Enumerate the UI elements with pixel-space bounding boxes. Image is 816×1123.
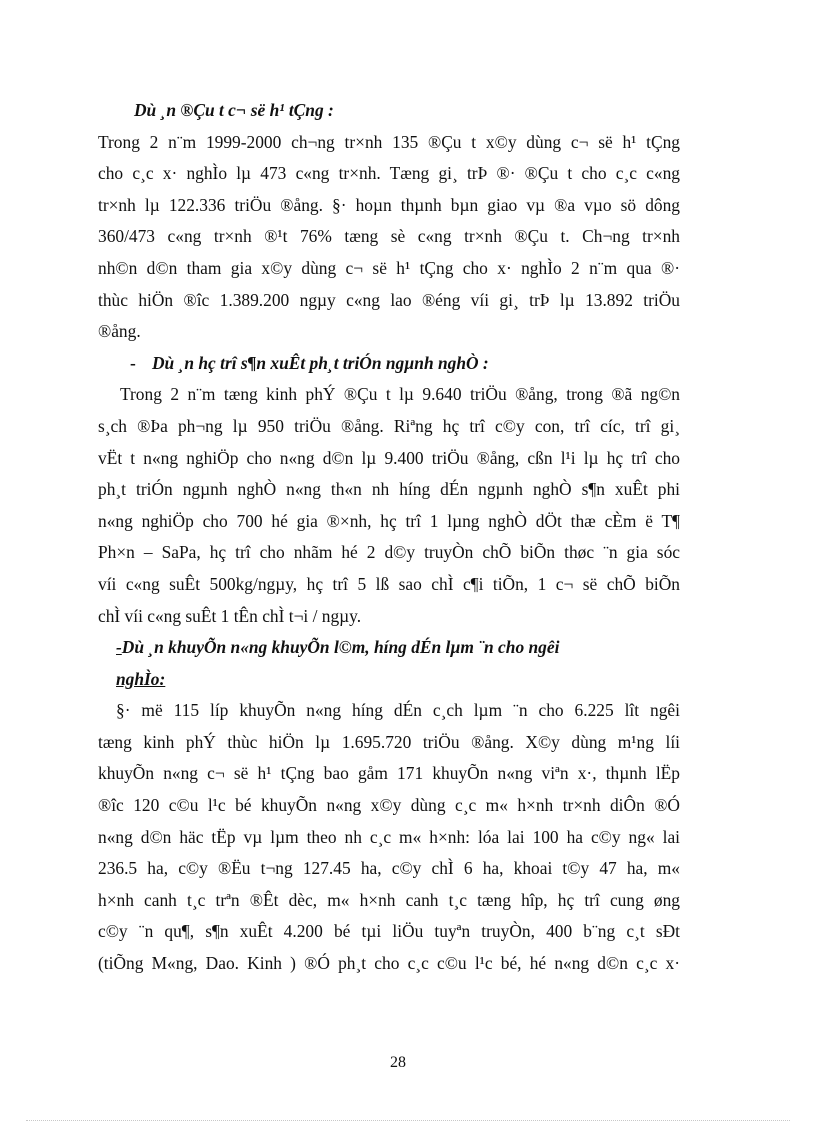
paragraph-line: ph¸t triÓn ngµnh nghÒ n«ng th«n nh híng dÉn ngµnh nghÒ s¶n xuÊt phi bbox=[98, 479, 680, 500]
page-bottom-divider bbox=[26, 1120, 790, 1121]
section-heading-infrastructure: Dù ¸n ®Çu t c¬ së h¹ tÇng : bbox=[134, 100, 334, 120]
heading-bullet: - bbox=[130, 352, 136, 373]
section-heading-production-support bbox=[98, 348, 680, 380]
paragraph-line: (tiÕng M«ng, Dao. Kinh ) ®Ó ph¸t cho c¸c c©u l¹c bé, hé n«ng d©n c¸c x· bbox=[98, 953, 680, 974]
paragraph-line: víi c«ng suÊt 500kg/ngµy, hç trî 5 lß sao chÌ c¶i tiÕn, 1 c¬ së chÕ biÕn bbox=[98, 573, 680, 594]
paragraph-line: s¸ch ®Þa ph¬ng lµ 950 triÖu ®ång. Riªng hç trî c©y con, trî cíc, trî gi¸ bbox=[98, 415, 680, 436]
paragraph-line: ®îc 120 c©u l¹c bé khuyÕn n«ng x©y dùng c¸c m« h×nh tr×nh diÔn ®Ó bbox=[98, 795, 680, 816]
paragraph-line: khuyÕn n«ng c¬ së h¹ tÇng bao gåm 171 khuyÕn n«ng viªn x·, thµnh lËp bbox=[98, 763, 680, 784]
section-heading-continuation bbox=[98, 664, 680, 696]
paragraph-line: 236.5 ha, c©y ®Ëu t¬ng 127.45 ha, c©y chÌ 6 ha, khoai t©y 47 ha, m« bbox=[98, 858, 680, 879]
paragraph-line: chÌ víi c«ng suÊt 1 tÊn chÌ t¬i / ngµy. bbox=[98, 605, 362, 626]
heading-text-cont: nghÌo: bbox=[116, 668, 166, 689]
paragraph-line: §· më 115 líp khuyÕn n«ng híng dÉn c¸ch lµm ¨n cho 6.225 lît ngêi bbox=[116, 700, 680, 721]
paragraph-line: n«ng nghiÖp cho 700 hé gia ®×nh, hç trî 1 lµng nghÒ dÖt thæ cÈm ë T¶ bbox=[98, 510, 680, 531]
paragraph-line: h×nh canh t¸c trªn ®Êt dèc, m« h×nh canh t¸c tæng hîp, hç trî cung øng bbox=[98, 889, 680, 910]
paragraph-line: Trong 2 n¨m tæng kinh phÝ ®Çu t lµ 9.640 triÖu ®ång, trong ®ã ng©n bbox=[120, 384, 680, 405]
paragraph-line: thùc hiÖn ®îc 1.389.200 ngµy c«ng lao ®éng víi gi¸ trÞ lµ 13.892 triÖu bbox=[98, 289, 680, 310]
paragraph-line: tæng kinh phÝ thùc hiÖn lµ 1.695.720 triÖu ®ång. X©y dùng m¹ng líi bbox=[98, 731, 680, 752]
paragraph-line: c©y ¨n qu¶, s¶n xuÊt 4.200 bé tµi liÖu tuyªn truyÒn, 400 b¨ng c¸t sÐt bbox=[98, 921, 680, 942]
heading-text: Dù ¸n hç trî s¶n xuÊt ph¸t triÓn ngµnh nghÒ : bbox=[152, 352, 489, 373]
paragraph-line: nh©n d©n tham gia x©y dùng c¬ së h¹ tÇng cho x· nghÌo 2 n¨m qua ®· bbox=[98, 257, 680, 278]
paragraph-line: cho c¸c x· nghÌo lµ 473 c«ng tr×nh. Tæng gi¸ trÞ ®· ®Çu t cho c¸c c«ng bbox=[98, 163, 680, 184]
paragraph-line: vËt t n«ng nghiÖp cho n«ng d©n lµ 9.400 triÖu ®ång, cßn l¹i lµ hç trî cho bbox=[98, 447, 680, 468]
heading-text: Dù ¸n khuyÕn n«ng khuyÕn l©m, híng dÉn lµm ¨n cho ngêi bbox=[121, 637, 560, 658]
paragraph-line: ®ång. bbox=[98, 321, 141, 342]
paragraph-line: tr×nh lµ 122.336 triÖu ®ång. §· hoµn thµnh bµn giao vµ ®a vµo sö dông bbox=[98, 194, 680, 215]
paragraph-line: Ph×n – SaPa, hç trî cho nhãm hé 2 d©y truyÒn chÕ biÕn thøc ¨n gia sóc bbox=[98, 542, 680, 563]
paragraph-line: 360/473 c«ng tr×nh ®¹t 76% tæng sè c«ng tr×nh ®Çu t. Ch¬ng tr×nh bbox=[98, 226, 680, 247]
paragraph-line: Trong 2 n¨m 1999-2000 ch¬ng tr×nh 135 ®Çu t x©y dùng c¬ së h¹ tÇng bbox=[98, 131, 680, 152]
page-number: 28 bbox=[390, 1054, 406, 1071]
heading-prefix: - bbox=[116, 637, 122, 658]
section-heading-agricultural-extension bbox=[98, 632, 680, 664]
page-content bbox=[98, 95, 680, 980]
paragraph-line: n«ng d©n häc tËp vµ lµm theo nh c¸c m« h×nh: lóa lai 100 ha c©y ng« lai bbox=[98, 826, 680, 847]
